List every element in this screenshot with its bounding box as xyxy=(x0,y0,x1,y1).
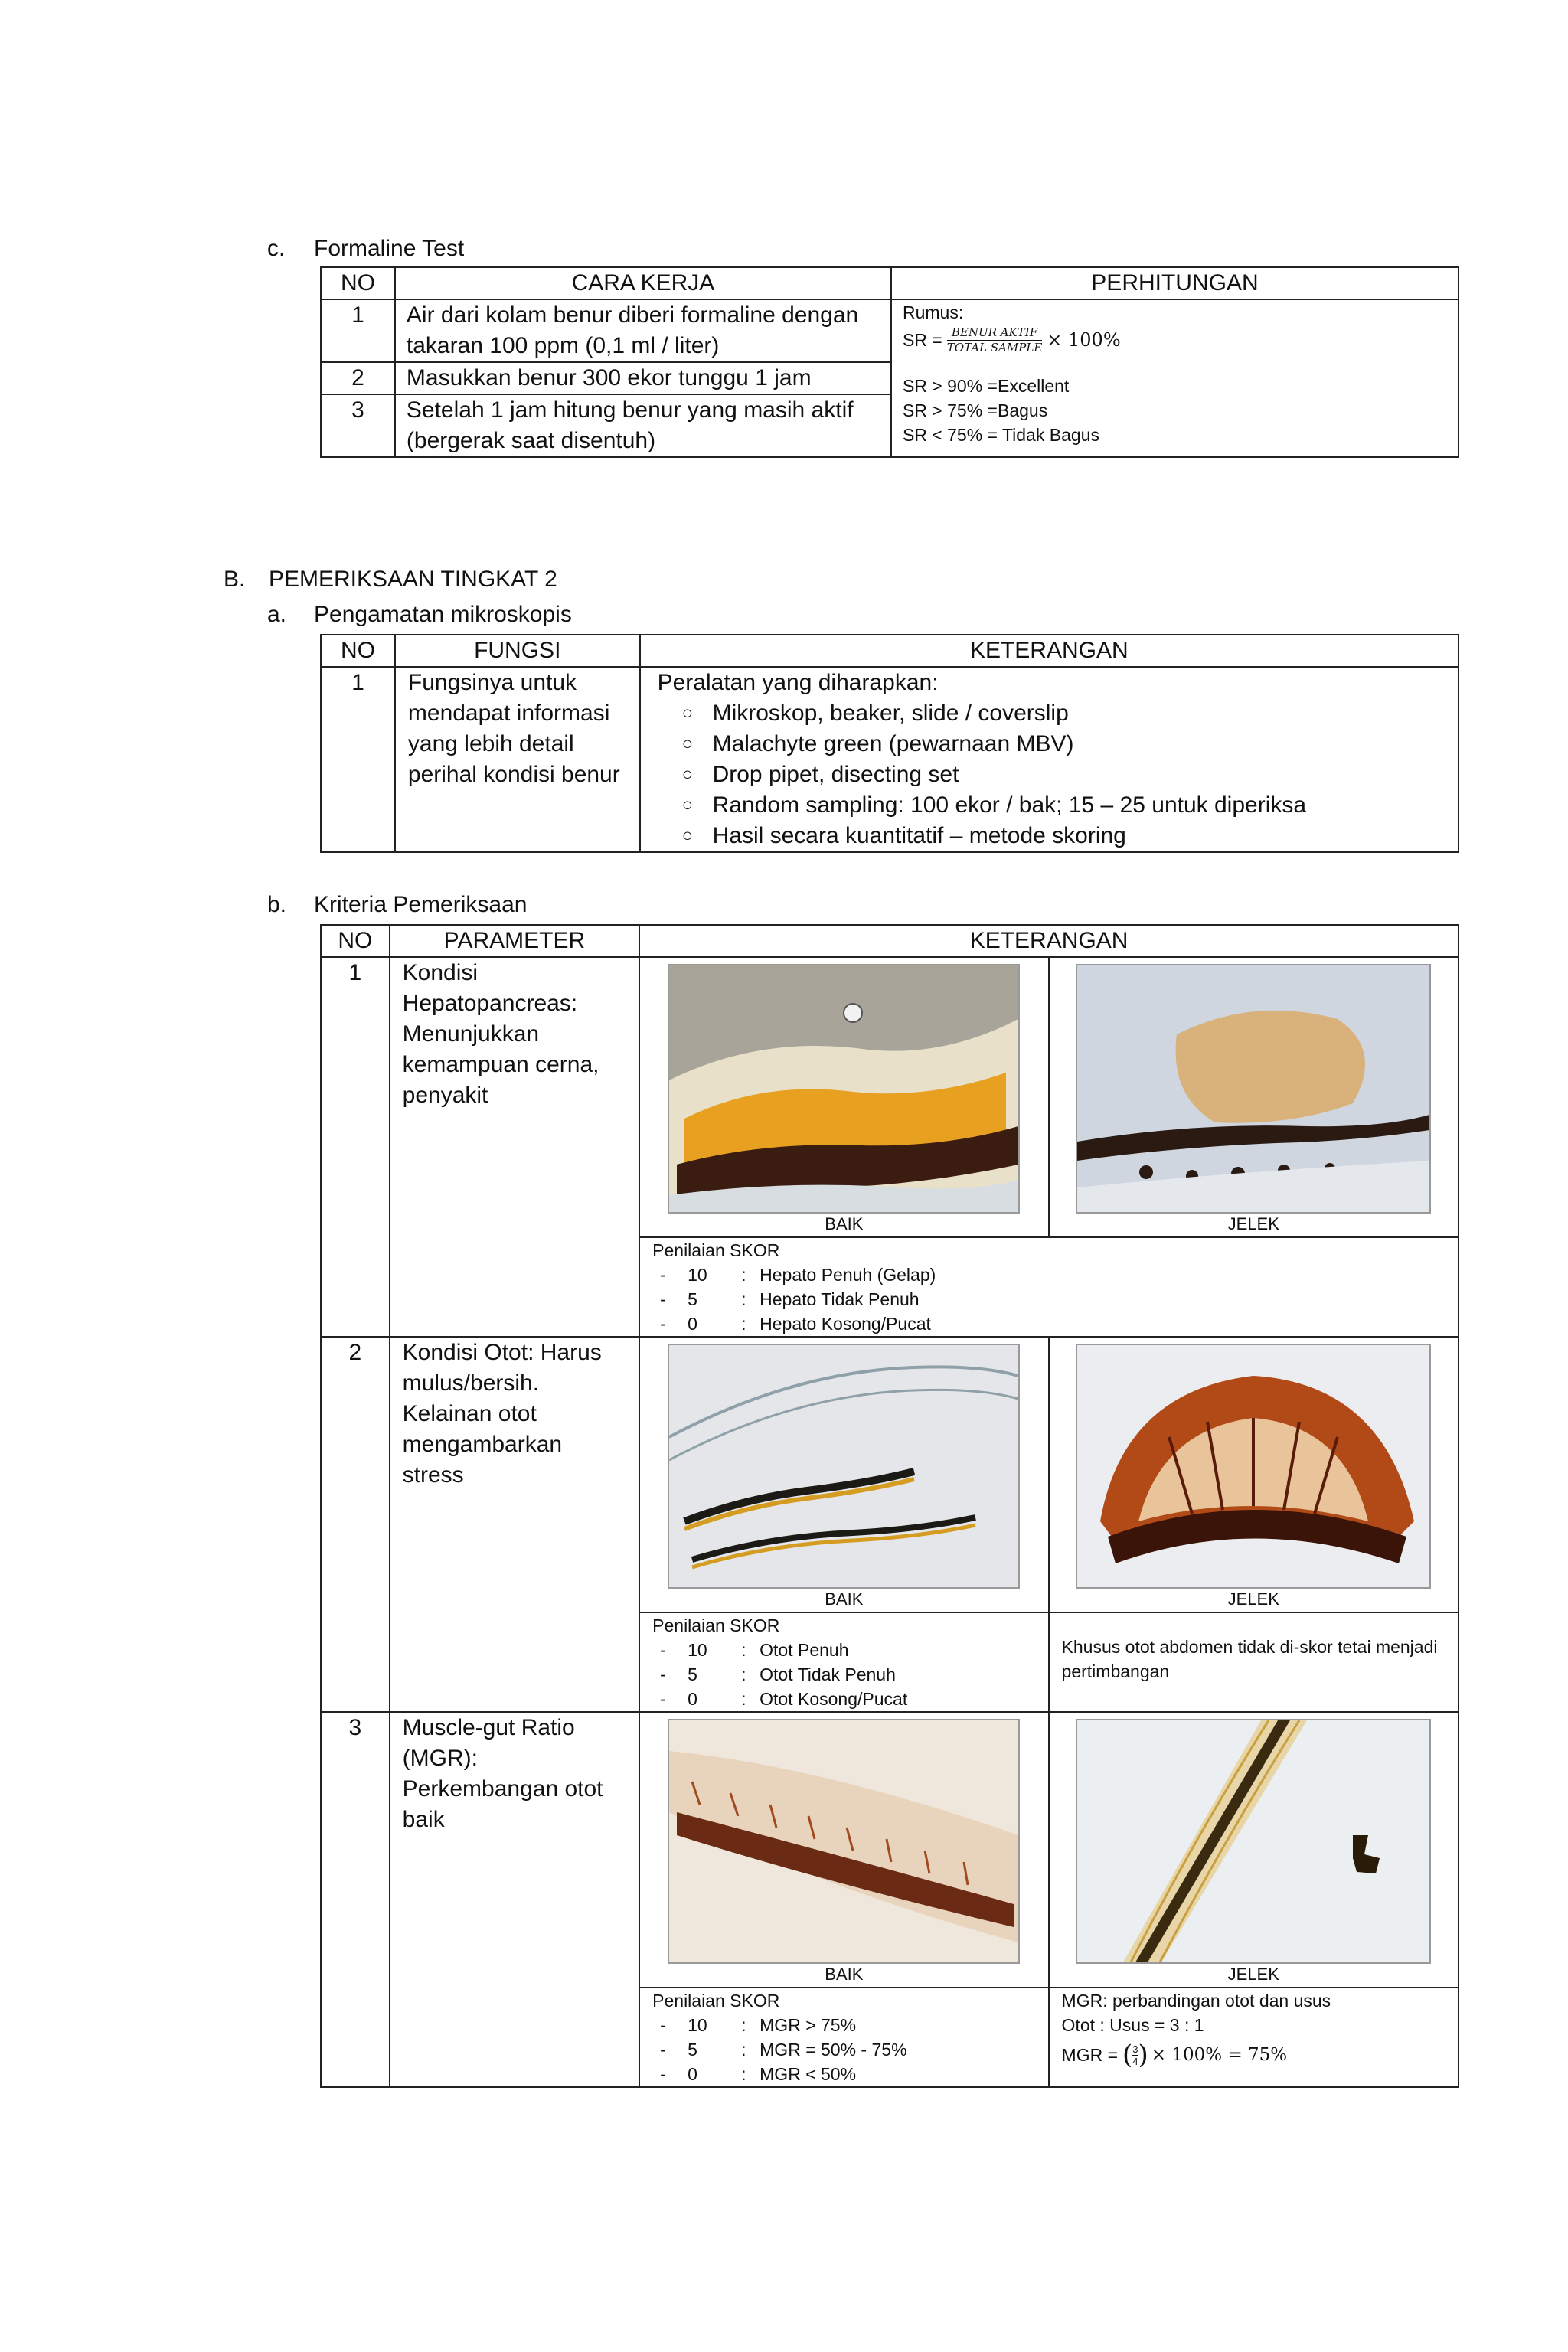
rumus-label: Rumus: xyxy=(902,302,964,322)
score-title: Penilaian SKOR xyxy=(652,1240,780,1260)
row-no: 1 xyxy=(321,667,395,852)
row-cara-kerja: Air dari kolam benur diberi formaline dengan takaran 100 ppm (0,1 ml / liter) xyxy=(395,299,891,362)
mgr-prefix: MGR = xyxy=(1061,2045,1119,2065)
pengamatan-table xyxy=(320,634,1459,853)
list-item: - 10 : MGR > 75% xyxy=(660,2015,857,2035)
caption-bad: JELEK xyxy=(1227,1589,1279,1609)
header-parameter: PARAMETER xyxy=(390,925,639,957)
score-list xyxy=(652,2013,1035,2086)
fungsi-cell: Fungsinya untuk mendapat informasi yang lebih detail perihal kondisi benur xyxy=(395,667,640,852)
kriteria-table xyxy=(320,924,1459,2088)
muscle-good-image xyxy=(668,1344,1020,1589)
list-item: ○ Hasil secara kuantitatif – metode skoring xyxy=(658,821,1458,851)
row-no: 1 xyxy=(321,957,390,1337)
section-b-title: PEMERIKSAAN TINGKAT 2 xyxy=(269,567,557,592)
image-cell-good xyxy=(639,1337,1048,1612)
caption-good: BAIK xyxy=(825,1965,864,1984)
row-cara-kerja: Setelah 1 jam hitung benur yang masih aktif (bergerak saat disentuh) xyxy=(395,394,891,457)
section-a-label: a. xyxy=(267,602,287,627)
parameter-cell: Kondisi Otot: Harus mulus/bersih. Kelainan otot mengambarkan stress xyxy=(390,1337,639,1712)
sr-criteria-bagus: SR > 75% =Bagus xyxy=(902,400,1048,420)
header-no: NO xyxy=(321,635,395,667)
mgr-good-image xyxy=(668,1719,1020,1964)
caption-good: BAIK xyxy=(825,1589,864,1609)
hepatopancreas-bad-image xyxy=(1076,964,1431,1214)
caption-good: BAIK xyxy=(825,1214,864,1233)
image-cell-bad xyxy=(1049,1712,1459,1988)
row-no: 1 xyxy=(321,299,395,362)
score-list xyxy=(652,1638,1035,1711)
list-item: ○ Drop pipet, disecting set xyxy=(658,760,1458,790)
hepatopancreas-good-image xyxy=(668,964,1020,1214)
image-cell-good xyxy=(639,1712,1048,1988)
row-no: 3 xyxy=(321,1712,390,2087)
parameter-cell: Kondisi Hepatopancreas: Menunjukkan kemampuan cerna, penyakit xyxy=(390,957,639,1337)
list-item: - 5 : MGR = 50% - 75% xyxy=(660,2040,907,2060)
list-item: - 0 : Otot Kosong/Pucat xyxy=(660,1689,908,1709)
section-c-label: c. xyxy=(267,236,286,261)
sr-prefix: SR = xyxy=(902,330,942,350)
header-fungsi: FUNGSI xyxy=(395,635,640,667)
caption-bad: JELEK xyxy=(1227,1965,1279,1984)
formaline-test-table xyxy=(320,266,1459,458)
mgr-numerator: 3 xyxy=(1132,2043,1138,2055)
sr-fraction xyxy=(947,325,1043,355)
mgr-ratio: Otot : Usus = 3 : 1 xyxy=(1061,2015,1204,2035)
section-b-sub-label: b. xyxy=(267,892,287,917)
header-no: NO xyxy=(321,267,395,299)
list-item: - 0 : MGR < 50% xyxy=(660,2064,857,2084)
section-b-label: B. xyxy=(224,567,246,592)
keterangan-cell xyxy=(640,667,1459,852)
perhitungan-cell xyxy=(891,299,1459,457)
header-perhitungan: PERHITUNGAN xyxy=(891,267,1459,299)
header-keterangan: KETERANGAN xyxy=(640,635,1459,667)
score-cell xyxy=(639,1237,1459,1337)
mgr-denominator: 4 xyxy=(1132,2055,1138,2067)
mgr-suffix: × 100% = 75% xyxy=(1151,2045,1288,2065)
sr-criteria-excellent: SR > 90% =Excellent xyxy=(902,376,1070,396)
list-item: - 5 : Hepato Tidak Penuh xyxy=(660,1289,920,1309)
image-cell-bad xyxy=(1049,1337,1459,1612)
header-no: NO xyxy=(321,925,390,957)
score-cell xyxy=(639,1612,1048,1712)
mgr-bad-image xyxy=(1076,1719,1431,1964)
score-list xyxy=(652,1263,1446,1336)
list-item: ○ Random sampling: 100 ekor / bak; 15 – 25 untuk diperiksa xyxy=(658,790,1458,821)
sr-denominator: TOTAL SAMPLE xyxy=(946,340,1043,354)
score-title: Penilaian SKOR xyxy=(652,1615,780,1635)
row-no: 3 xyxy=(321,394,395,457)
mgr-note-cell xyxy=(1049,1988,1459,2087)
score-cell xyxy=(639,1988,1048,2087)
list-item: - 5 : Otot Tidak Penuh xyxy=(660,1664,896,1684)
muscle-bad-image xyxy=(1076,1344,1431,1589)
header-cara-kerja: CARA KERJA xyxy=(395,267,891,299)
sr-formula xyxy=(903,325,1447,355)
sr-numerator: BENUR AKTIF xyxy=(947,325,1043,341)
list-item: ○ Mikroskop, beaker, slide / coverslip xyxy=(658,698,1458,729)
list-item: - 0 : Hepato Kosong/Pucat xyxy=(660,1314,931,1334)
caption-bad: JELEK xyxy=(1227,1214,1279,1233)
mgr-definition: MGR: perbandingan otot dan usus xyxy=(1061,1991,1331,2011)
header-keterangan: KETERANGAN xyxy=(639,925,1459,957)
list-item: - 10 : Otot Penuh xyxy=(660,1640,849,1660)
row-cara-kerja: Masukkan benur 300 ekor tunggu 1 jam xyxy=(395,362,891,394)
peralatan-list xyxy=(658,698,1458,851)
list-item: ○ Malachyte green (pewarnaan MBV) xyxy=(658,729,1458,760)
section-b-sub-title: Kriteria Pemeriksaan xyxy=(314,892,528,917)
sr-criteria-tidak-bagus: SR < 75% = Tidak Bagus xyxy=(902,425,1099,445)
mgr-formula: MGR = ( $\frac{3}{4}$ ) × 100% = 75% xyxy=(1061,2040,1288,2070)
row-no: 2 xyxy=(321,1337,390,1712)
peralatan-intro: Peralatan yang diharapkan: xyxy=(657,670,939,695)
score-title: Penilaian SKOR xyxy=(652,1991,780,2011)
list-item: - 10 : Hepato Penuh (Gelap) xyxy=(660,1265,936,1285)
image-cell-good xyxy=(639,957,1048,1237)
sr-times: × 100% xyxy=(1047,329,1121,351)
section-c-title: Formaline Test xyxy=(314,236,465,261)
muscle-note: Khusus otot abdomen tidak di-skor tetai menjadi pertimbangan xyxy=(1049,1612,1459,1712)
image-cell-bad xyxy=(1049,957,1459,1237)
row-no: 2 xyxy=(321,362,395,394)
parameter-cell: Muscle-gut Ratio (MGR): Perkembangan otot baik xyxy=(390,1712,639,2087)
section-a-title: Pengamatan mikroskopis xyxy=(314,602,572,627)
mgr-fraction xyxy=(1132,2043,1138,2067)
